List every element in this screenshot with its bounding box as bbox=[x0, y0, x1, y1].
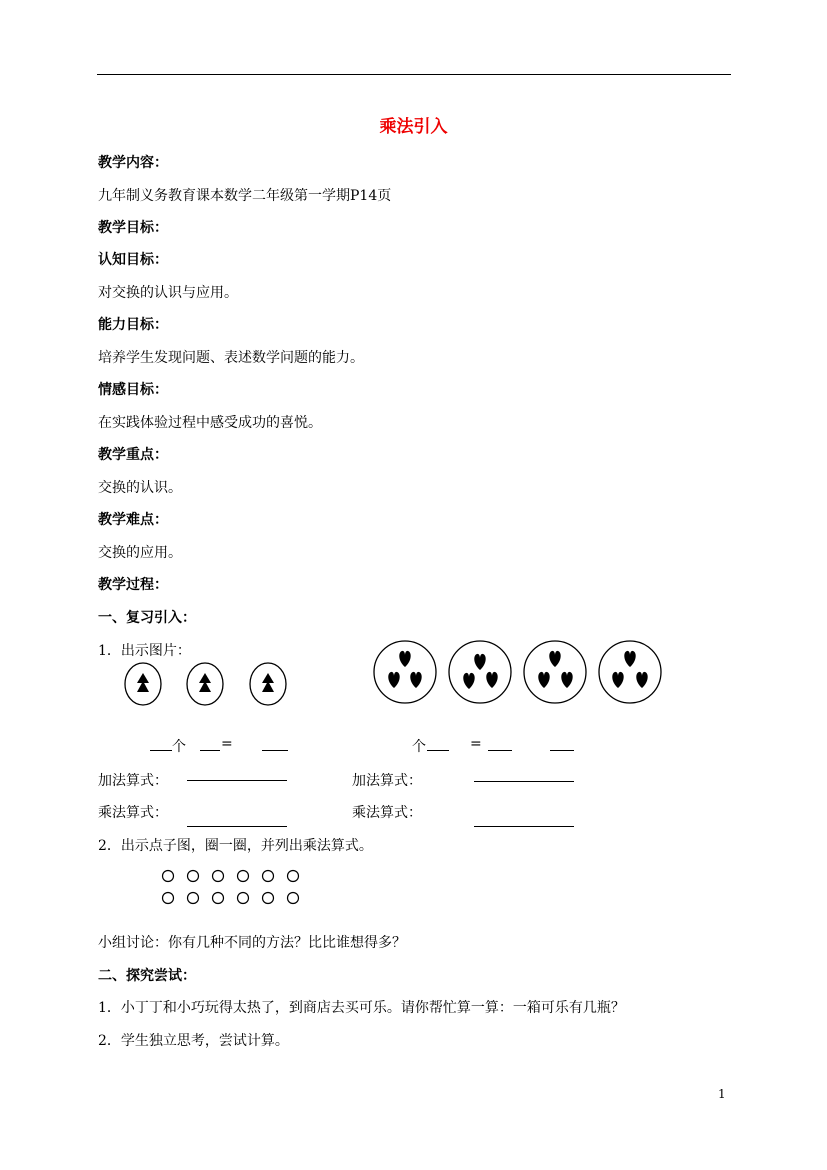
content-text: 九年制义务教育课本数学二年级第一学期P14页 bbox=[98, 188, 392, 204]
dot bbox=[163, 871, 174, 882]
dot bbox=[263, 893, 274, 904]
dot bbox=[163, 893, 174, 904]
dot bbox=[288, 871, 299, 882]
key-heading: 教学重点： bbox=[98, 447, 168, 463]
count-blank[interactable] bbox=[150, 750, 172, 751]
ability-heading: 能力目标： bbox=[98, 317, 168, 333]
process-heading: 教学过程： bbox=[98, 577, 168, 593]
content-heading: 教学内容： bbox=[98, 155, 168, 171]
key-text: 交换的认识。 bbox=[98, 480, 182, 496]
difficulty-text: 交换的应用。 bbox=[98, 545, 182, 561]
count-blank[interactable] bbox=[427, 750, 449, 751]
header-rule bbox=[97, 74, 731, 75]
result-blank[interactable] bbox=[550, 750, 574, 751]
item1-text: 1．出示图片： bbox=[98, 643, 191, 659]
mul-formula-label-right: 乘法算式： bbox=[352, 805, 422, 821]
triangle-groups-figure bbox=[120, 660, 295, 710]
triangle-oval-group bbox=[125, 663, 161, 705]
cognitive-text: 对交换的认识与应用。 bbox=[98, 285, 238, 301]
page-title: 乘法引入 bbox=[379, 117, 448, 137]
step1-text: 1．小丁丁和小巧玩得太热了，到商店去买可乐。请你帮忙算一算：一箱可乐有几瓶？ bbox=[98, 1000, 625, 1016]
ability-text: 培养学生发现问题、表述数学问题的能力。 bbox=[98, 350, 364, 366]
dot bbox=[238, 893, 249, 904]
count-blank[interactable] bbox=[200, 750, 220, 751]
item2-text: 2．出示点子图，圈一圈，并列出乘法算式。 bbox=[98, 838, 373, 854]
heart-circle-group bbox=[449, 641, 511, 703]
mul-formula-blank-right[interactable] bbox=[474, 826, 574, 827]
add-formula-blank-right[interactable] bbox=[474, 781, 574, 782]
page-number: 1 bbox=[718, 1087, 726, 1101]
result-blank[interactable] bbox=[262, 750, 288, 751]
step2-text: 2．学生独立思考，尝试计算。 bbox=[98, 1033, 289, 1049]
difficulty-heading: 教学难点： bbox=[98, 512, 168, 528]
dot bbox=[263, 871, 274, 882]
emotion-text: 在实践体验过程中感受成功的喜悦。 bbox=[98, 415, 322, 431]
emotion-heading: 情感目标： bbox=[98, 382, 168, 398]
add-formula-label-right: 加法算式： bbox=[352, 773, 422, 789]
triangle-oval-group bbox=[187, 663, 223, 705]
dot bbox=[238, 871, 249, 882]
goals-heading: 教学目标： bbox=[98, 220, 168, 236]
ge-label: 个 bbox=[172, 739, 186, 755]
mul-formula-blank-left[interactable] bbox=[187, 826, 287, 827]
dot-grid bbox=[158, 868, 303, 908]
mul-formula-label-left: 乘法算式： bbox=[98, 805, 168, 821]
equals-sign: = bbox=[470, 736, 482, 752]
section1-heading: 一、复习引入： bbox=[98, 610, 196, 626]
add-formula-label-left: 加法算式： bbox=[98, 773, 168, 789]
heart-circle-group bbox=[374, 641, 436, 703]
ge-label: 个 bbox=[412, 739, 426, 755]
count-blank[interactable] bbox=[488, 750, 512, 751]
equals-sign: = bbox=[221, 736, 233, 752]
heart-groups-figure bbox=[372, 638, 664, 708]
section2-heading: 二、探究尝试： bbox=[98, 968, 196, 984]
dot bbox=[213, 871, 224, 882]
heart-circle-group bbox=[599, 641, 661, 703]
cognitive-heading: 认知目标： bbox=[98, 252, 168, 268]
dot bbox=[288, 893, 299, 904]
add-formula-blank-left[interactable] bbox=[187, 780, 287, 781]
dot bbox=[188, 871, 199, 882]
triangle-oval-group bbox=[250, 663, 286, 705]
discussion-text: 小组讨论：你有几种不同的方法？比比谁想得多？ bbox=[98, 935, 406, 951]
dot bbox=[213, 893, 224, 904]
heart-circle-group bbox=[524, 641, 586, 703]
dot bbox=[188, 893, 199, 904]
